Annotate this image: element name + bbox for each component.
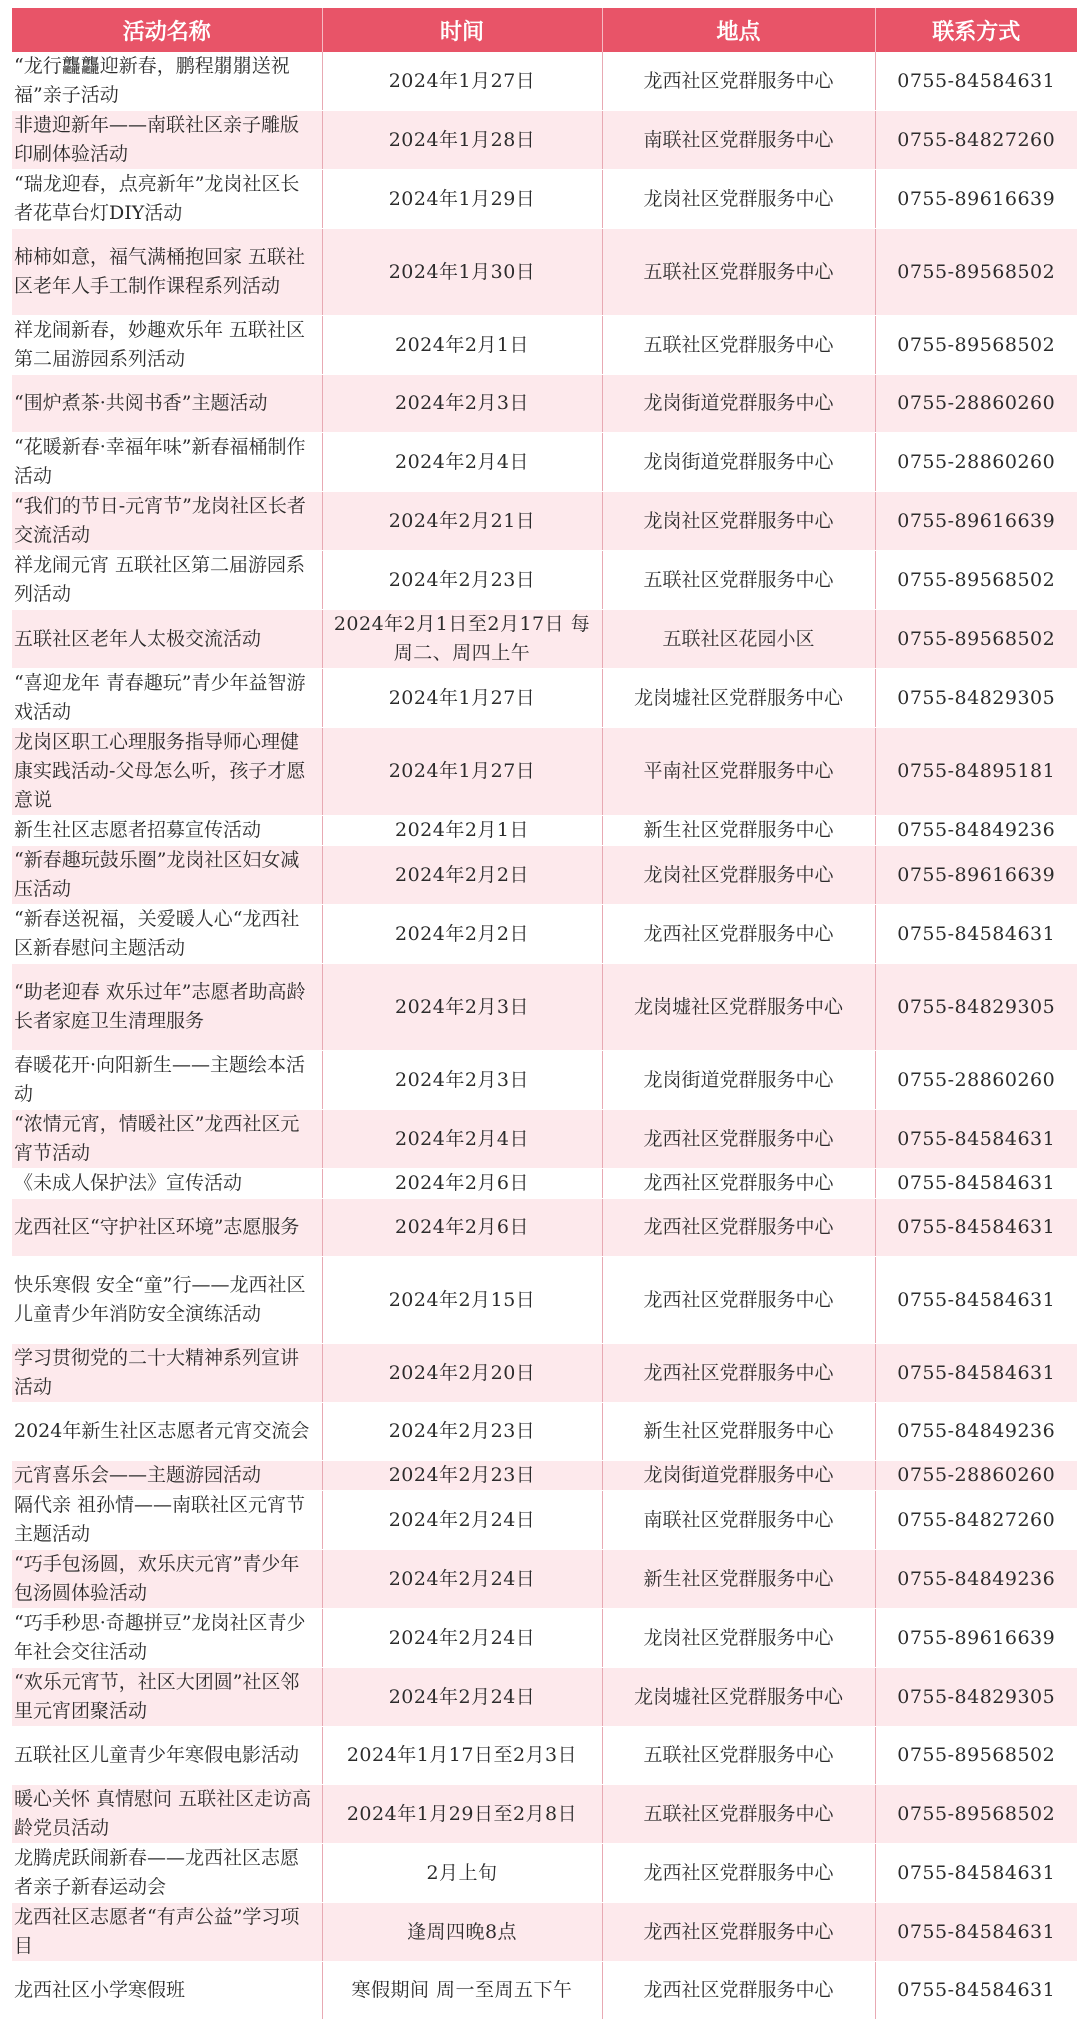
location-cell: 五联社区党群服务中心 [602,551,875,610]
location-cell: 龙西社区党群服务中心 [602,52,875,111]
activity-name-cell: 柿柿如意，福气满桶抱回家 五联社区老年人手工制作课程系列活动 [12,229,322,316]
time-cell: 2024年2月4日 [322,1110,602,1169]
table-row [12,1962,1077,2020]
table-row [12,111,1077,170]
location-cell: 五联社区党群服务中心 [602,1785,875,1844]
activity-name-cell: 暖心关怀 真情慰问 五联社区走访高龄党员活动 [12,1785,322,1844]
time-cell: 2024年2月24日 [322,1550,602,1609]
time-cell: 2024年1月29日 [322,170,602,229]
table-row [12,964,1077,1051]
table-row [12,433,1077,492]
location-cell: 龙西社区党群服务中心 [602,1962,875,2020]
activity-name-cell: “助老迎春 欢乐过年”志愿者助高龄长者家庭卫生清理服务 [12,964,322,1051]
contact-cell: 0755-89616639 [875,492,1077,551]
table-row [12,610,1077,669]
contact-cell: 0755-84895181 [875,728,1077,816]
table-body [12,52,1077,2020]
location-cell: 龙西社区党群服务中心 [602,905,875,964]
activity-name-cell: 2024年新生社区志愿者元宵交流会 [12,1403,322,1461]
activity-name-cell: “龙行龘龘迎新春，鹏程朤朤送祝福”亲子活动 [12,52,322,111]
activity-name-cell: “欢乐元宵节，社区大团圆”社区邻里元宵团聚活动 [12,1668,322,1727]
time-cell: 2024年1月30日 [322,229,602,316]
contact-cell: 0755-84584631 [875,1169,1077,1199]
activity-name-cell: 春暖花开·向阳新生——主题绘本活动 [12,1051,322,1110]
time-cell: 2024年2月3日 [322,375,602,433]
contact-cell: 0755-89568502 [875,1727,1077,1785]
table-row [12,1668,1077,1727]
activity-name-cell: 学习贯彻党的二十大精神系列宣讲活动 [12,1344,322,1403]
contact-cell: 0755-89568502 [875,229,1077,316]
table-row [12,316,1077,375]
table-row [12,1051,1077,1110]
contact-cell: 0755-84849236 [875,1403,1077,1461]
table-row [12,52,1077,111]
time-cell: 2024年2月24日 [322,1491,602,1550]
time-cell: 2024年2月2日 [322,846,602,905]
location-cell: 新生社区党群服务中心 [602,1550,875,1609]
time-cell: 2024年2月23日 [322,551,602,610]
activity-name-cell: 祥龙闹新春，妙趣欢乐年 五联社区第二届游园系列活动 [12,316,322,375]
location-cell: 龙西社区党群服务中心 [602,1110,875,1169]
location-cell: 五联社区党群服务中心 [602,1727,875,1785]
time-cell: 2024年1月28日 [322,111,602,170]
contact-cell: 0755-84829305 [875,964,1077,1051]
time-cell: 2024年2月3日 [322,1051,602,1110]
table-row [12,1491,1077,1550]
location-cell: 南联社区党群服务中心 [602,111,875,170]
time-cell: 2024年1月27日 [322,52,602,111]
contact-cell: 0755-84829305 [875,1668,1077,1727]
time-cell: 2024年2月4日 [322,433,602,492]
location-cell: 龙岗社区党群服务中心 [602,170,875,229]
contact-cell: 0755-84584631 [875,905,1077,964]
activity-name-cell: “巧手包汤圆，欢乐庆元宵”青少年包汤圆体验活动 [12,1550,322,1609]
location-cell: 龙岗街道党群服务中心 [602,433,875,492]
contact-cell: 0755-84849236 [875,816,1077,846]
table-row [12,229,1077,316]
contact-cell: 0755-84827260 [875,111,1077,170]
time-cell: 2024年2月21日 [322,492,602,551]
contact-cell: 0755-84584631 [875,1257,1077,1344]
activity-name-cell: 隔代亲 祖孙情——南联社区元宵节主题活动 [12,1491,322,1550]
location-cell: 龙岗社区党群服务中心 [602,846,875,905]
contact-cell: 0755-84584631 [875,1110,1077,1169]
activity-name-cell: 祥龙闹元宵 五联社区第二届游园系列活动 [12,551,322,610]
activity-name-cell: “新春送祝福，关爱暖人心“龙西社区新春慰问主题活动 [12,905,322,964]
contact-cell: 0755-84584631 [875,1962,1077,2020]
time-cell: 2024年2月24日 [322,1668,602,1727]
location-cell: 龙岗社区党群服务中心 [602,1609,875,1668]
contact-cell: 0755-84849236 [875,1550,1077,1609]
time-cell: 2024年2月23日 [322,1403,602,1461]
location-cell: 龙西社区党群服务中心 [602,1169,875,1199]
location-cell: 龙西社区党群服务中心 [602,1199,875,1257]
location-cell: 龙岗街道党群服务中心 [602,1051,875,1110]
location-cell: 平南社区党群服务中心 [602,728,875,816]
table-row [12,669,1077,728]
activity-name-cell: 元宵喜乐会——主题游园活动 [12,1461,322,1491]
contact-cell: 0755-84584631 [875,1344,1077,1403]
time-cell: 2024年1月27日 [322,728,602,816]
location-cell: 龙西社区党群服务中心 [602,1903,875,1962]
header-location: 地点 [602,8,875,52]
contact-cell: 0755-84584631 [875,1903,1077,1962]
location-cell: 龙西社区党群服务中心 [602,1344,875,1403]
activity-name-cell: 五联社区老年人太极交流活动 [12,610,322,669]
table-row [12,170,1077,229]
time-cell: 2024年2月6日 [322,1199,602,1257]
contact-cell: 0755-28860260 [875,433,1077,492]
time-cell: 寒假期间 周一至周五下午 [322,1962,602,2020]
location-cell: 龙西社区党群服务中心 [602,1844,875,1903]
table-row [12,375,1077,433]
time-cell: 2024年2月23日 [322,1461,602,1491]
table-row [12,1844,1077,1903]
table-row [12,1199,1077,1257]
table-row [12,905,1077,964]
location-cell: 新生社区党群服务中心 [602,1403,875,1461]
time-cell: 2024年2月20日 [322,1344,602,1403]
contact-cell: 0755-84584631 [875,1844,1077,1903]
table-row [12,1609,1077,1668]
activity-name-cell: “花暖新春·幸福年味”新春福桶制作活动 [12,433,322,492]
time-cell: 2024年2月15日 [322,1257,602,1344]
contact-cell: 0755-89616639 [875,1609,1077,1668]
time-cell: 2024年1月27日 [322,669,602,728]
table-row [12,1727,1077,1785]
location-cell: 龙岗墟社区党群服务中心 [602,964,875,1051]
location-cell: 龙岗社区党群服务中心 [602,492,875,551]
location-cell: 龙岗街道党群服务中心 [602,1461,875,1491]
table-row [12,1110,1077,1169]
time-cell: 2月上旬 [322,1844,602,1903]
header-time: 时间 [322,8,602,52]
location-cell: 五联社区花园小区 [602,610,875,669]
contact-cell: 0755-84584631 [875,1199,1077,1257]
contact-cell: 0755-28860260 [875,1461,1077,1491]
activity-name-cell: 新生社区志愿者招募宣传活动 [12,816,322,846]
activity-name-cell: 龙腾虎跃闹新春——龙西社区志愿者亲子新春运动会 [12,1844,322,1903]
activity-name-cell: “瑞龙迎春，点亮新年”龙岗社区长者花草台灯DIY活动 [12,170,322,229]
table-header-row [12,8,1077,52]
table-row [12,728,1077,816]
activity-name-cell: “我们的节日-元宵节”龙岗社区长者交流活动 [12,492,322,551]
location-cell: 南联社区党群服务中心 [602,1491,875,1550]
activity-name-cell: “巧手秒思·奇趣拼豆”龙岗社区青少年社会交往活动 [12,1609,322,1668]
header-contact: 联系方式 [875,8,1077,52]
time-cell: 逢周四晚8点 [322,1903,602,1962]
activity-name-cell: 非遗迎新年——南联社区亲子雕版印刷体验活动 [12,111,322,170]
contact-cell: 0755-89568502 [875,316,1077,375]
activity-name-cell: 快乐寒假 安全“童”行——龙西社区儿童青少年消防安全演练活动 [12,1257,322,1344]
activity-name-cell: 龙西社区“守护社区环境”志愿服务 [12,1199,322,1257]
time-cell: 2024年1月17日至2月3日 [322,1727,602,1785]
contact-cell: 0755-84827260 [875,1491,1077,1550]
contact-cell: 0755-28860260 [875,375,1077,433]
time-cell: 2024年2月6日 [322,1169,602,1199]
activity-name-cell: 五联社区儿童青少年寒假电影活动 [12,1727,322,1785]
location-cell: 龙岗街道党群服务中心 [602,375,875,433]
activity-name-cell: 龙西社区志愿者“有声公益”学习项目 [12,1903,322,1962]
table-row [12,1403,1077,1461]
time-cell: 2024年2月24日 [322,1609,602,1668]
table-row [12,1903,1077,1962]
location-cell: 五联社区党群服务中心 [602,229,875,316]
activity-name-cell: 龙西社区小学寒假班 [12,1962,322,2020]
table-row [12,1344,1077,1403]
table-row [12,1169,1077,1199]
location-cell: 新生社区党群服务中心 [602,816,875,846]
contact-cell: 0755-84584631 [875,52,1077,111]
activity-name-cell: “围炉煮茶·共阅书香”主题活动 [12,375,322,433]
table-row [12,551,1077,610]
time-cell: 2024年2月1日 [322,816,602,846]
activity-name-cell: “浓情元宵，情暖社区”龙西社区元宵节活动 [12,1110,322,1169]
location-cell: 龙西社区党群服务中心 [602,1257,875,1344]
time-cell: 2024年2月1日至2月17日 每周二、周四上午 [322,610,602,669]
activity-table-container [12,8,1077,2020]
activity-name-cell: 龙岗区职工心理服务指导师心理健康实践活动-父母怎么听，孩子才愿意说 [12,728,322,816]
location-cell: 龙岗墟社区党群服务中心 [602,669,875,728]
activity-name-cell: “喜迎龙年 青春趣玩”青少年益智游戏活动 [12,669,322,728]
time-cell: 2024年1月29日至2月8日 [322,1785,602,1844]
table-row [12,1461,1077,1491]
table-row [12,1785,1077,1844]
header-activity-name: 活动名称 [12,8,322,52]
time-cell: 2024年2月3日 [322,964,602,1051]
contact-cell: 0755-89568502 [875,551,1077,610]
contact-cell: 0755-84829305 [875,669,1077,728]
time-cell: 2024年2月1日 [322,316,602,375]
table-row [12,1257,1077,1344]
table-row [12,492,1077,551]
contact-cell: 0755-89568502 [875,1785,1077,1844]
table-row [12,1550,1077,1609]
contact-cell: 0755-28860260 [875,1051,1077,1110]
activity-name-cell: 《未成人保护法》宣传活动 [12,1169,322,1199]
location-cell: 龙岗墟社区党群服务中心 [602,1668,875,1727]
location-cell: 五联社区党群服务中心 [602,316,875,375]
activity-name-cell: “新春趣玩鼓乐圈”龙岗社区妇女减压活动 [12,846,322,905]
table-row [12,846,1077,905]
activity-table [12,8,1077,2020]
contact-cell: 0755-89616639 [875,846,1077,905]
contact-cell: 0755-89616639 [875,170,1077,229]
time-cell: 2024年2月2日 [322,905,602,964]
contact-cell: 0755-89568502 [875,610,1077,669]
table-row [12,816,1077,846]
